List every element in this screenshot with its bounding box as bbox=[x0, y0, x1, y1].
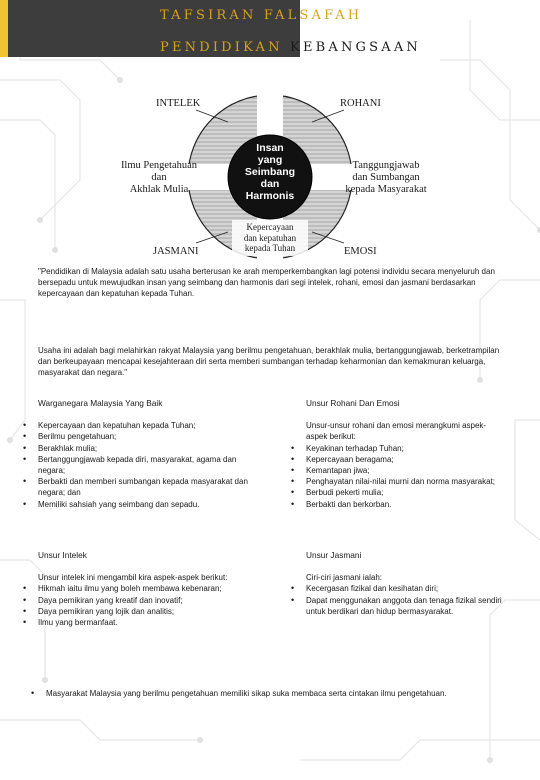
list-item: • Hikmah iaitu ilmu yang boleh membawa kebenaran; bbox=[38, 583, 243, 594]
right-description bbox=[326, 160, 446, 196]
bottom-line: dan kepatuhan bbox=[243, 232, 297, 243]
section-jasmani bbox=[306, 550, 506, 617]
intelek-list bbox=[38, 583, 243, 628]
jasmani-list bbox=[306, 583, 506, 617]
section-heading: Warganegara Malaysia Yang Baik bbox=[38, 398, 163, 408]
label-rohani: ROHANI bbox=[340, 98, 381, 109]
section-heading: Unsur Rohani Dan Emosi bbox=[306, 398, 400, 408]
label-intelek: INTELEK bbox=[156, 98, 201, 109]
list-item: • Berilmu pengetahuan; bbox=[38, 431, 248, 442]
bottom-line: kepada Tuhan bbox=[244, 243, 296, 253]
bottom-line: Kepercayaan bbox=[246, 222, 294, 232]
left-description-line: dan bbox=[151, 172, 167, 183]
section-warganegara bbox=[38, 398, 248, 510]
centre-line: Harmonis bbox=[245, 190, 295, 202]
list-item: • Ilmu yang bermanfaat. bbox=[38, 617, 243, 628]
section-heading: Unsur Intelek bbox=[38, 550, 87, 560]
warganegara-list bbox=[38, 420, 248, 510]
final-note bbox=[30, 688, 500, 699]
centre-line: Seimbang bbox=[244, 166, 296, 178]
list-item: • Dapat menggunakan anggota dan tenaga fizikal sendiri untuk berdikari dan hidup bermasyarakat. bbox=[306, 595, 506, 617]
list-item: • Berbakti dan berkorban. bbox=[306, 499, 506, 510]
centre-line: Insan bbox=[256, 142, 284, 154]
section-heading: Unsur Jasmani bbox=[306, 550, 362, 560]
list-item: • Memiliki sahsiah yang seimbang dan sepadu. bbox=[38, 499, 248, 510]
list-item: • Penghayatan nilai-nilai murni dan norma masyarakat; bbox=[306, 476, 506, 487]
list-item: • Kepercayaan beragama; bbox=[306, 454, 506, 465]
centre-description bbox=[228, 142, 312, 202]
right-description-line: Tanggungjawab bbox=[352, 160, 420, 171]
section-intro: Unsur-unsur rohani dan emosi merangkumi aspek-aspek berikut: bbox=[306, 421, 487, 442]
title-line-2-part1: PENDIDIKAN bbox=[160, 40, 283, 55]
title-line-1: TAFSIRAN FALSAFAH bbox=[160, 8, 363, 23]
list-item: • Daya pemikiran yang kreatif dan inovatif; bbox=[38, 595, 243, 606]
left-description-line: Ilmu Pengetahuan bbox=[120, 160, 198, 171]
section-intro: Ciri-ciri jasmani ialah: bbox=[306, 573, 383, 583]
left-description-line: Akhlak Mulia bbox=[129, 184, 189, 195]
title-line-2-part2: KEBANGSAAN bbox=[290, 40, 421, 55]
list-item: • Kemantapan jiwa; bbox=[306, 465, 506, 476]
section-rohani-emosi bbox=[306, 398, 506, 510]
right-description-line: dan Sumbangan bbox=[352, 172, 420, 183]
right-description-line: kepada Masyarakat bbox=[345, 184, 427, 195]
centre-line: dan bbox=[260, 178, 280, 190]
list-item: • Bertanggungjawab kepada diri, masyarakat, agama dan negara; bbox=[38, 454, 248, 476]
list-item: • Masyarakat Malaysia yang berilmu pengetahuan memiliki sikap suka membaca serta cintakan ilmu pengetahuan. bbox=[46, 688, 500, 699]
list-item: • Daya pemikiran yang lojik dan analitis; bbox=[38, 606, 243, 617]
left-description bbox=[104, 160, 214, 196]
definition-paragraph-1: "Pendidikan di Malaysia adalah satu usaha berterusan ke arah memperkembangkan lagi potensi individu secara menyeluruh dan bersepadu untuk mewujudkan insan yang seimbang dan harmonis dari segi intelek, rohani, emosi dan jasmani berdasarkan kepercayaan dan kepatuhan kepada Tuhan. bbox=[38, 267, 495, 299]
list-item: • Berakhlak mulia; bbox=[38, 443, 248, 454]
list-item: • Kepercayaan dan kepatuhan kepada Tuhan; bbox=[38, 420, 248, 431]
insan-seimbang-diagram bbox=[0, 0, 540, 270]
centre-line: yang bbox=[257, 154, 283, 166]
list-item: • Berbudi pekerti mulia; bbox=[306, 487, 506, 498]
list-item: • Keyakinan terhadap Tuhan; bbox=[306, 443, 506, 454]
section-intelek bbox=[38, 550, 243, 628]
definition-paragraph-2: Usaha ini adalah bagi melahirkan rakyat Malaysia yang berilmu pengetahuan, berakhlak mulia, bertanggungjawab, berketrampilan dan berkeupayaan mencapai kesejahteraan diri serta memberi sumbangan terhadap keharmonian dan kemakmuran keluarga, masyarakat dan negara." bbox=[38, 346, 500, 378]
section-intro: Unsur intelek ini mengambil kira aspek-aspek berikut: bbox=[38, 573, 228, 583]
list-item: • Berbakti dan memberi sumbangan kepada masyarakat dan negara; dan bbox=[38, 476, 248, 498]
list-item: • Kecergasan fizikal dan kesihatan diri; bbox=[306, 583, 506, 594]
final-note-list bbox=[30, 688, 500, 699]
rohani-emosi-list bbox=[306, 443, 506, 510]
bottom-description bbox=[234, 222, 306, 254]
label-jasmani: JASMANI bbox=[153, 246, 199, 257]
label-emosi: EMOSI bbox=[344, 246, 377, 257]
